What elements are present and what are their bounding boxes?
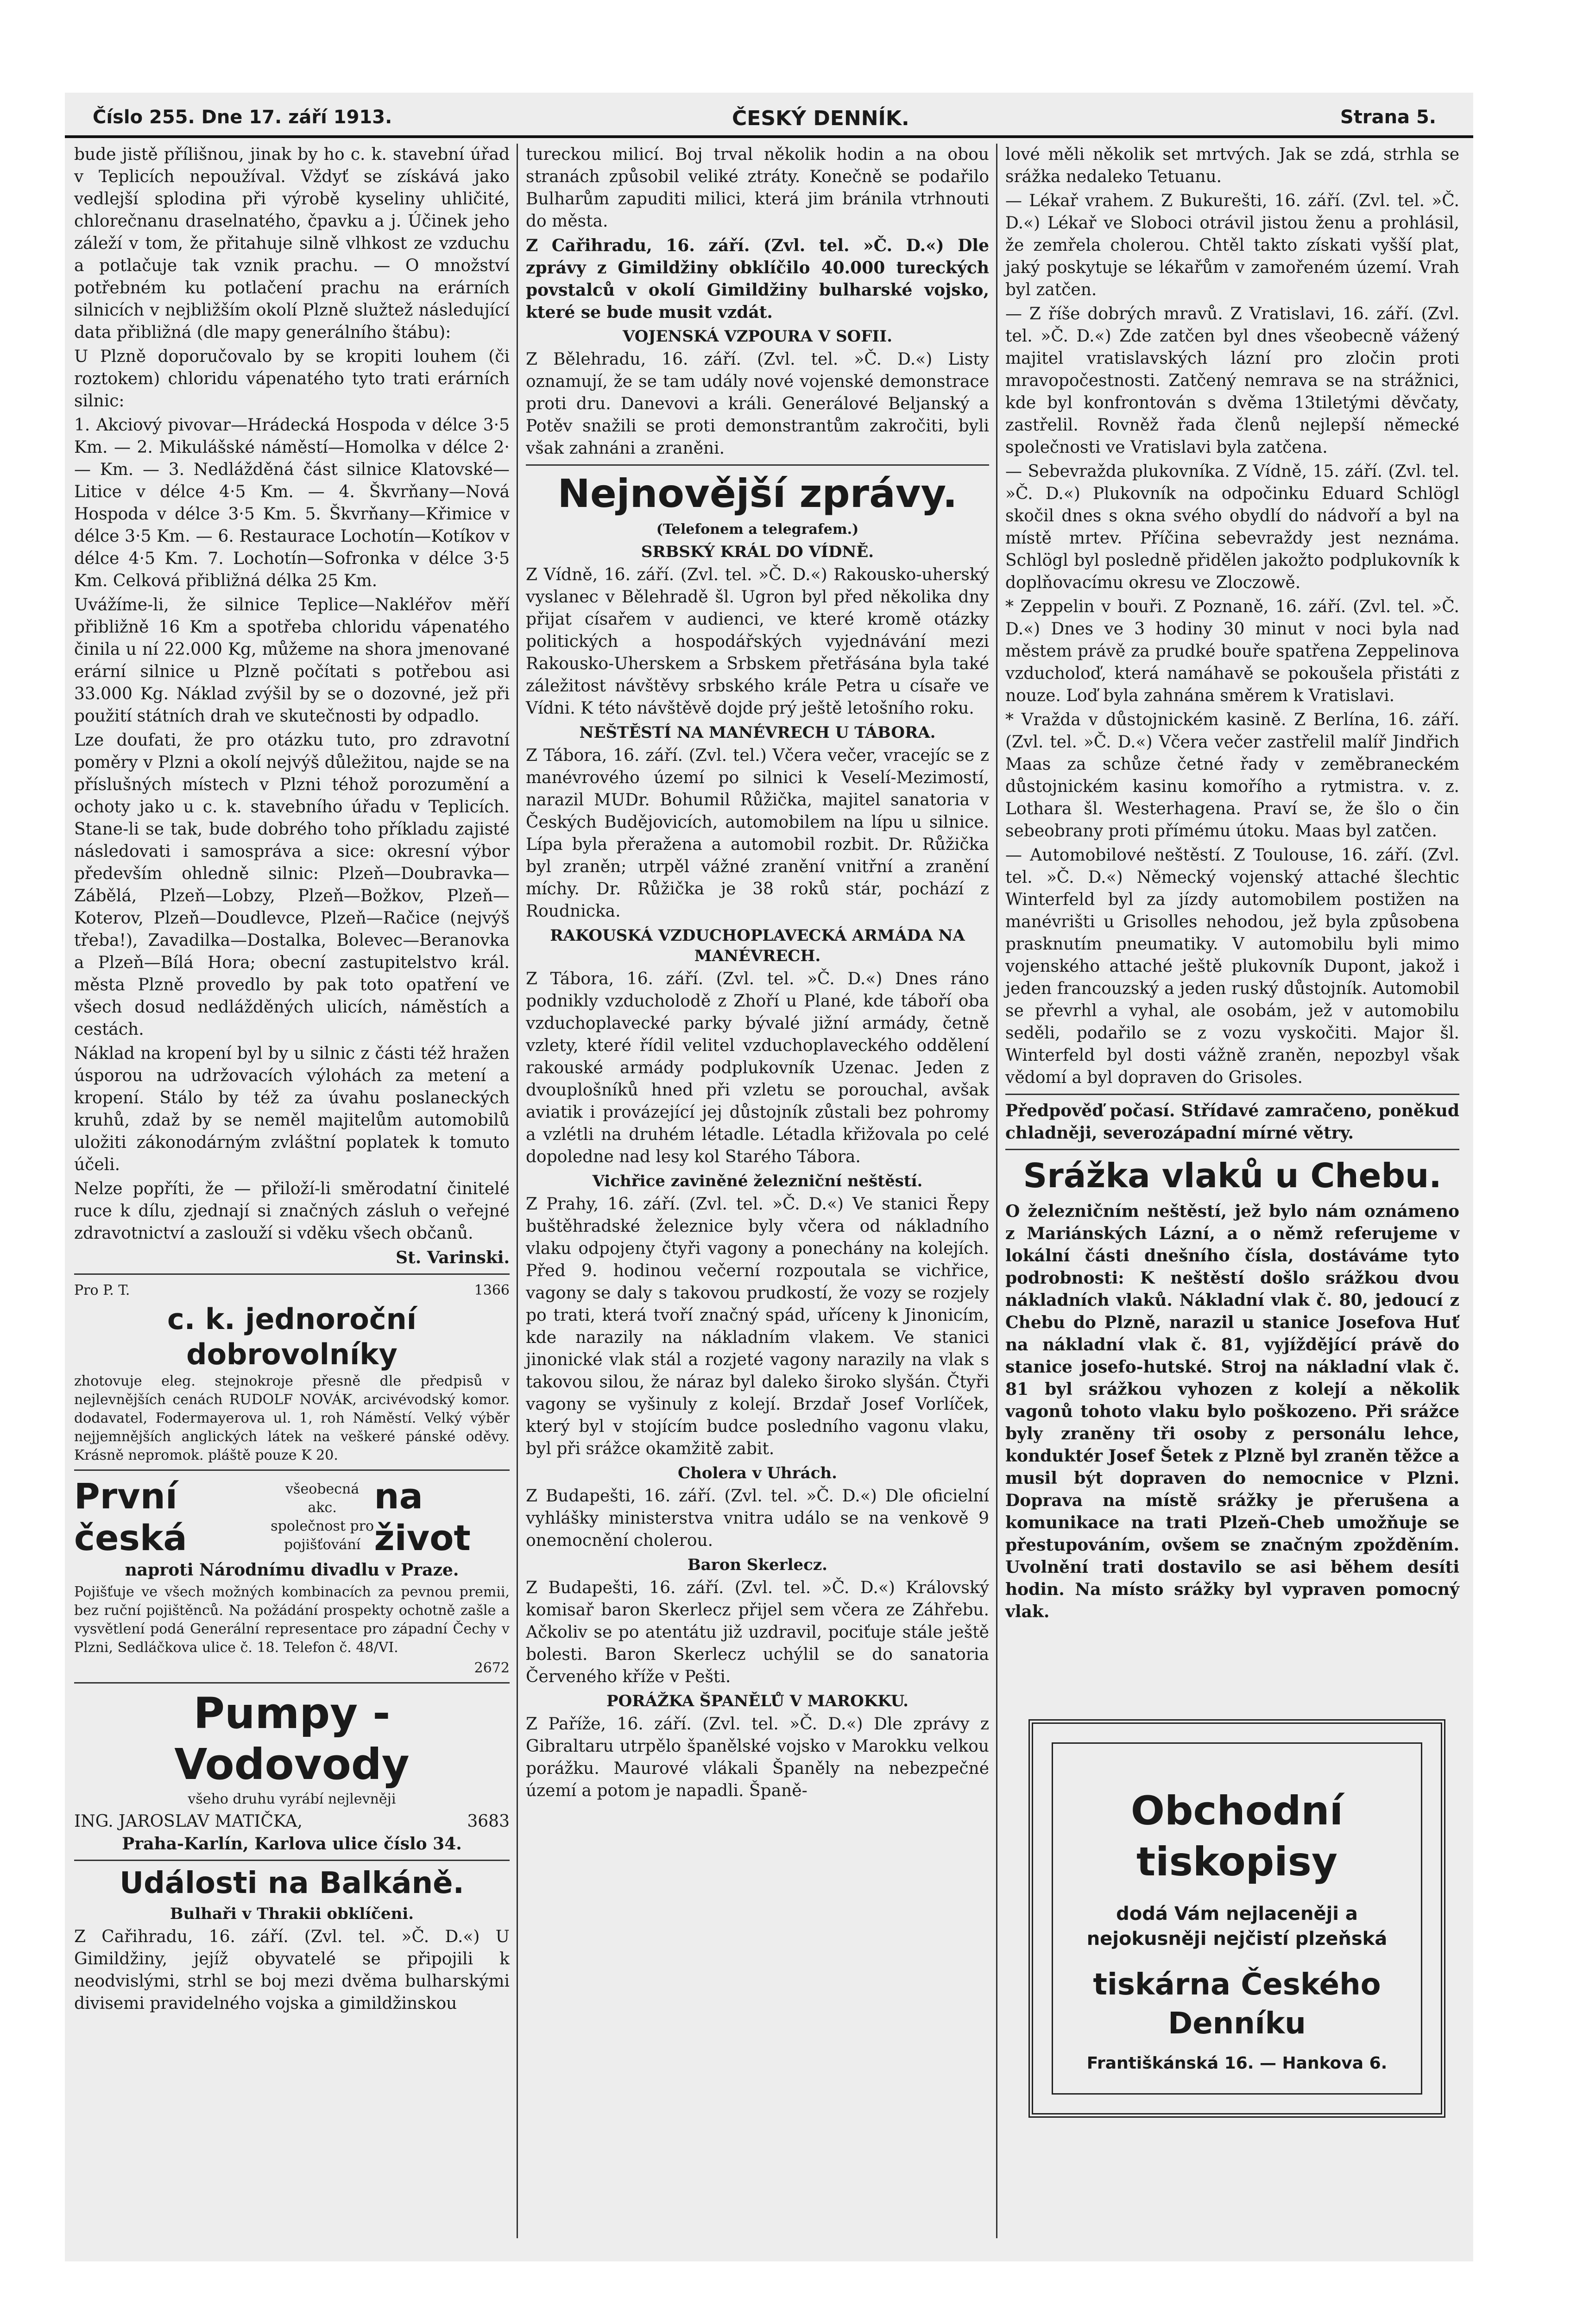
ad-pojistovna bbox=[74, 1475, 510, 1678]
article-paragraph: lové měli několik set mrtvých. Jak se zdá, strhla se srážka nedaleko Tetuanu. bbox=[1005, 145, 1459, 186]
ad-left: První česká bbox=[74, 1475, 187, 1558]
ad-address: Praha-Karlín, Karlova ulice číslo 34. bbox=[122, 1834, 462, 1854]
article-paragraph: Z Tábora, 16. září. (Zvl. tel.) Včera večer, vracejíc se z manévrového území po silnici k Veselí-Mezimostí, narazil MUDr. Bohumil Růžička, majitel sanatoria v Českých Budějovicích, automobilem na lípu u silnice. Lípa byla přeražena a automobil rozbit. Dr. Růžička byl zraněn; utrpěl vážné zranění vnitřní a zranění míchy. Dr. Růžička je 38 roků stár, pochází z Roudnicka. bbox=[526, 746, 989, 921]
article-paragraph: Z Paříže, 16. září. (Zvl. tel. »Č. D.«) Dle zprávy z Gibraltaru utrpělo španělské vojsko v Marokku velkou porážku. Maurové vlákali Španěly na nebezpečné území a potom je napadli. Španě- bbox=[526, 1715, 989, 1800]
section-banner: Nejnovější zprávy. bbox=[557, 471, 958, 516]
article-title: Cholera v Uhrách. bbox=[678, 1464, 837, 1482]
section-title: Události na Balkáně. bbox=[120, 1866, 464, 1900]
ad-title: Pumpy - Vodovody bbox=[174, 1689, 410, 1789]
ad-text: Pojišťuje ve všech možných kombinacích za pevnou premii, bez ruční pojištěnců. Na požádání prospekty ochotně zašle a vysvětlení podá Generální representace pro západní Čechy v Plzni, Sedláčkova ulice č. 18. Telefon č. 48/VI. bbox=[74, 1584, 510, 1656]
article-paragraph: Nelze popříti, že — přiloží-li směrodatní činitelé ruce k dílu, zjednají si značných zásluh o veřejné zdravotnictví a zaslouží si vděku všech občanů. bbox=[74, 1179, 510, 1243]
article-paragraph: — Lékař vrahem. Z Bukurešti, 16. září. (Zvl. tel. »Č. D.«) Lékař ve Sloboci otrávil jistou ženu a prohlásil, že zemřela cholerou. Chtěl takto získati vyšší plat, jaký poskytuje se lékařům v zamořeném území. Vrah byl zatčen. bbox=[1005, 191, 1459, 299]
divider bbox=[74, 1860, 510, 1861]
article-paragraph: O železničním neštěstí, jež bylo nám oznámeno z Mariánských Lázní, a o němž referujeme v lokální části dnešního čísla, dostáváme tyto podrobnosti: K neštěstí došlo srážkou dvou nákladních vlaků. Nákladní vlak č. 80, jedoucí z Chebu do Plzně, narazil u stanice Josefova Huť na nákladní vlak č. 81, vyjíždějící právě do stanice josefo-hutské. Stroj na nákladní vlak č. 81 byl srážkou vyhozen z kolejí a několik vagonů tohoto vlaku bylo poškozeno. Při srážce byly zraněny tři osoby z personálu lehce, konduktér Josef Šetek z Plzně byl zraněn těžce a musil být dopraven do nemocnice v Plzni. Doprava na místě srážky je přerušena a komunikace na trati Plzeň-Cheb umožňuje se přestupováním, ovšem se značným zpožděním. Uvolnění trati dostavilo se asi během desíti hodin. Na místo srážky byl vypraven pomocný vlak. bbox=[1005, 1202, 1459, 1621]
article-title: NEŠTĚSTÍ NA MANÉVRECH U TÁBORA. bbox=[579, 723, 936, 742]
article-paragraph: * Vražda v důstojnickém kasině. Z Berlína, 16. září. (Zvl. tel. »Č. D.«) Včera večer zastřelil malíř Jindřich Maas za schůze četné řady v zeměbraneckém důstojnickém kasinu komořího a rytmistra. v. z. Lothara šl. Westerhagena. Praví se, že šlo o čin sebeobrany proti přímému útoku. Maas byl zatčen. bbox=[1005, 710, 1459, 841]
ad-text: všeho druhu vyrábí nejlevněji bbox=[188, 1791, 396, 1807]
article-paragraph: tureckou milicí. Boj trval několik hodin a na obou stranách způsobil veliké ztráty. Konečně se podařilo Bulharům zapuditi milici, která jim bránila vtrhnouti do města. bbox=[526, 145, 989, 231]
article-paragraph: Z Tábora, 16. září. (Zvl. tel. »Č. D.«) Dnes ráno podnikly vzducholodě z Zhoří u Plané, kde táboří oba vzduchoplavecké parky bývalé jižní armády, četně vzlety, které řídil velitel vzduchoplaveckého oddělení rakouské armády podplukovník Uzenac. Jeden z dvouplošníků hned při vzletu se porouchal, avšak aviatik i provázející jej důstojník zůstali bez pohromy a vzlétli na druhém létadle. Létadla křižovala po celé dopoledne nad lesy kol Starého Tábora. bbox=[526, 969, 989, 1166]
article-paragraph: U Plzně doporučovalo by se kropiti louhem (či roztokem) chloridu vápenatého tyto trati erárních silnic: bbox=[74, 347, 510, 411]
divider bbox=[74, 1469, 510, 1471]
article-title: RAKOUSKÁ VZDUCHOPLAVECKÁ ARMÁDA NA MANÉVRECH. bbox=[550, 926, 965, 965]
ad-mid: všeobecná akc. společnost pro pojišťování bbox=[271, 1481, 374, 1553]
article-paragraph: — Z říše dobrých mravů. Z Vratislavi, 16. září. (Zvl. tel. »Č. D.«) Zde zatčen byl dnes všeobecně vážený majitel vratislavských lázní pro zločin proti mravopočestnosti. Zatčený nemrava se na strážnici, kde byl konfrontován s dvěma 13tiletými děvčaty, zastřelil. Rovněž řada členů nejlepší německé společnosti ve Vratislavi byla zatčena. bbox=[1005, 304, 1459, 457]
article-paragraph: Z Vídně, 16. září. (Zvl. tel. »Č. D.«) Rakousko-uherský vyslanec v Bělehradě šl. Ugron byl před několika dny přijat císařem v audienci, ve které kromě otázky politických a hospodářských vyjednávání mezi Rakousko-Uherskem a Srbskem přetřásána byla také záležitost návštěvy srbského krále Petra u císaře ve Vídni. K této návštěvě dojde prý ještě letošního roku. bbox=[526, 565, 989, 718]
article-title: SRBSKÝ KRÁL DO VÍDNĚ. bbox=[641, 543, 874, 561]
ad-title: c. k. jednoroční dobrovolníky bbox=[167, 1302, 416, 1371]
divider bbox=[1005, 1094, 1459, 1095]
column-2 bbox=[526, 144, 989, 1804]
article-paragraph: * Zeppelin v bouři. Z Poznaně, 16. září. (Zvl. tel. »Č. D.«) Dnes ve 3 hodiny 30 minut v noci byla nad městem právě za prudké bouře spatřena Zeppelinova vzducholoď, která namáhavě se pokoušela přistáti z nouze. Loď byla zahnána směrem k Vratislavi. bbox=[1005, 597, 1459, 705]
ad-pumpy bbox=[74, 1688, 510, 1855]
ad-number: 2672 bbox=[474, 1660, 510, 1676]
article-paragraph: Náklad na kropení byl by u silnic z části též hražen úsporou na udržovacích výlohách za metení a kropení. Stálo by též za úvahu poslaneckých kruhů, zdaž by se neměl majitelům automobilů uložiti zákonodárným zvláštní poplatek k tomuto účeli. bbox=[74, 1044, 510, 1174]
divider bbox=[1005, 1149, 1459, 1150]
ad-text: dodá Vám nejlaceněji a nejokusněji nejčistí plzeňská bbox=[1086, 1903, 1388, 1950]
section-note: (Telefonem a telegrafem.) bbox=[656, 521, 859, 538]
page-header bbox=[65, 107, 1473, 134]
article-paragraph: Z Prahy, 16. září. (Zvl. tel. »Č. D.«) Ve stanici Řepy buštěhradské železnice byly včera od nákladního vlaku odpojeny čtyři vagony a ponechány na kolejích. Před 9. hodinou večerní rozpoutala se vichřice, vagony se daly s takovou prudkostí, že vozy se rozjely po trati, která tvoří značný spád, uříceny k Jinonicím, kde narazily na nákladním vlakem. Ve stanici jinonické vlak stál a rozjeté vagony narazily na vlak s takovou silou, že náraz byl daleko široko slyšán. Čtyři vagony se vyšinuly z kolejí. Brzdař Josef Vorlíček, který byl v stojícím budce posledního vagonu vlaku, byl při srážce okamžitě zabit. bbox=[526, 1195, 989, 1458]
divider bbox=[74, 1682, 510, 1684]
article-paragraph: Z Cařihradu, 16. září. (Zvl. tel. »Č. D.«) U Gimildžiny, jejíž obyvatelé se připojili k neodvislými, strhl se boj mezi dvěma bulharskými divisemi pravidelného vojska a gimildžinskou bbox=[74, 1927, 510, 2013]
article-paragraph: — Sebevražda plukovníka. Z Vídně, 15. září. (Zvl. tel. »Č. D.«) Plukovník na odpočinku Eduard Schlögl skočil dnes s okna svého obydlí do nádvoří a byl na místě mrtev. Příčina sebevraždy jest neznáma. Schlögl byl posledně přidělen jakožto podplukovník k doplňovacímu okresu ve Zloczowě. bbox=[1005, 462, 1459, 592]
ad-text: zhotovuje eleg. stejnokroje přesně dle předpisů v nejlevnějších cenách RUDOLF NOVÁK, arcivévodský komor. dodavatel, Fodermayerova ul. 1, roh Náměstí. Velký výběr nejjemnějších anglických látek na veškeré pánské oděvy. Krásně nepromok. pláště pouze K 20. bbox=[74, 1373, 510, 1463]
ad-pro: Pro P. T. bbox=[74, 1282, 130, 1298]
ad-address: Františkánská 16. — Hankova 6. bbox=[1086, 2054, 1388, 2073]
article-paragraph: Z Cařihradu, 16. září. (Zvl. tel. »Č. D.«) Dle zprávy z Gimildžiny obklíčilo 40.000 tureckých povstalců v okolí Gimildžiny bulharské vojsko, které se bude musit vzdát. bbox=[526, 236, 989, 322]
ad-right: na život bbox=[374, 1475, 471, 1558]
article-title: Baron Skerlecz. bbox=[688, 1556, 827, 1574]
divider bbox=[526, 464, 989, 466]
article-paragraph: — Automobilové neštěstí. Z Toulouse, 16. září. (Zvl. tel. »Č. D.«) Německý vojenský attaché šlechtic Winterfeld byl za jízdy automobilem postižen na manévrišti u Grisolles nehodou, jež byla způsobena prasknutím pneumatiky. V automobilu byli mimo vojenského attaché ještě plukovník Dupont, jakož i jeden francouzský a jeden ruský důstojník. Automobil se převrhl a vyhal, ale osobám, jež v automobilu seděli, podařilo se z vozu vyskočiti. Major šl. Winterfeld byl dosti vážně zraněn, nepozbyl však vědomí a byl dopraven do Grisoles. bbox=[1005, 846, 1459, 1087]
masthead: ČESKÝ DENNÍK. bbox=[732, 107, 909, 130]
article-paragraph: bude jistě přílišnou, jinak by ho c. k. stavební úřad v Teplicích nepoužíval. Vždyť se získává jako vedlejší splodina při výrobě kyseliny uhličité, chlorečnanu draselnatého, čpavku a j. Účinek jeho záleží v tom, že přitahuje silně vlhkost ze vzduchu a potlačuje tak vznik prachu. — O množství potřebném ku potlačení prachu na erárních silnicích v nejbližším okolí Plzně služtež následující data přibližná (dle mapy generálního štábu): bbox=[74, 145, 510, 342]
ad-inner bbox=[1052, 1742, 1422, 2095]
article-paragraph: Uvážíme-li, že silnice Teplice—Nakléřov měří přibližně 16 Km a spotřeba chloridu vápenatého činila u ní 22.000 Kg, můžeme na shora jmenované erární silnice u Plzně počítati s potřebou asi 33.000 Kg. Náklad zvýšil by se o dozovné, jež při použití státních drah ve skutečnosti by odpadlo. bbox=[74, 595, 510, 726]
article-title: VOJENSKÁ VZPOURA V SOFII. bbox=[622, 327, 893, 346]
weather-forecast: Předpověď počasí. Střídavé zamračeno, poněkud chladněji, severozápadní mírné větry. bbox=[1005, 1101, 1459, 1143]
article-paragraph: Lze doufati, že pro otázku tuto, pro zdravotní poměry v Plzni a okolí nejvýš důležitou, najde se na příslušných místech v Plzni téhož porozumění a ochoty jako u c. k. stavebního úřadu v Teplicích. Stane-li se tak, bude dobrého toho příkladu zajisté následovati i samospráva a sice: okresní výbor především ohledně silnic: Plzeň—Doubravka—Zábělá, Plzeň—Lobzy, Plzeň—Božkov, Plzeň—Koterov, Plzeň—Doudlevce, Plzeň—Račice (nejvýš třeba!), Zavadilka—Dostalka, Bolevec—Beranovka a Plzeň—Bílá Hora; obecní zastupitelstvo král. města Plzně provedlo by pak toto opatření ve všech dosud nedlážděných ulicích, náměstích a cestách. bbox=[74, 731, 510, 1039]
ad-sub: naproti Národnímu divadlu v Praze. bbox=[125, 1560, 459, 1580]
article-title: PORÁŽKA ŠPANĚLŮ V MAROKKU. bbox=[606, 1692, 908, 1710]
ad-tiskopisy bbox=[1028, 1719, 1445, 2118]
article-paragraph: Z Budapešti, 16. září. (Zvl. tel. »Č. D.«) Královský komisař baron Skerlecz přijel sem včera ze Záhřebu. Ačkoliv se po atentátu již uzdravil, pociťuje stále ještě bolesti. Baron Skerlecz uchýlil se do sanatoria Červeného kříže v Pešti. bbox=[526, 1578, 989, 1686]
ad-firm: tiskárna Českého Denníku bbox=[1093, 1968, 1381, 2041]
column-separator bbox=[996, 144, 997, 2238]
article-title: Vichřice zaviněné železniční neštěstí. bbox=[592, 1172, 923, 1190]
signature: St. Varinski. bbox=[396, 1248, 510, 1267]
article-paragraph: Z Budapešti, 16. září. (Zvl. tel. »Č. D.«) Dle oficielní vyhlášky ministerstva vnitra událo se na venkově 9 onemocnění cholerou. bbox=[526, 1487, 989, 1550]
ad-number: 3683 bbox=[467, 1812, 510, 1831]
column-3 bbox=[1005, 144, 1459, 1625]
ad-title: Obchodní tiskopisy bbox=[1130, 1788, 1344, 1885]
ad-number: 1366 bbox=[474, 1282, 510, 1298]
ad-name: ING. JAROSLAV MATIČKA, bbox=[74, 1812, 303, 1831]
article-subtitle: Bulhaři v Thrakii obklíčeni. bbox=[170, 1905, 414, 1923]
header-rule bbox=[65, 135, 1473, 138]
column-1 bbox=[74, 144, 510, 2017]
article-paragraph: 1. Akciový pivovar—Hrádecká Hospoda v délce 3·5 Km. — 2. Mikulášské náměstí—Homolka v délce 2·— Km. — 3. Nedlážděná část silnice Klatovské—Litice v délce 4·5 Km. — 4. Škvrňany—Nová Hospoda v délce 3·5 Km. 5. Škvrňany—Křimice v délce 3·5 Km. — 6. Restaurace Lochotín—Kotíkov v délce 4·5 Km. 7. Lochotín—Sofronka v délce 3·5 Km. Celková přibližná délka 25 Km. bbox=[74, 416, 510, 590]
column-separator bbox=[517, 144, 518, 2238]
section-banner: Srážka vlaků u Chebu. bbox=[1023, 1156, 1442, 1195]
divider bbox=[74, 1273, 510, 1275]
issue-date: Číslo 255. Dne 17. září 1913. bbox=[93, 107, 392, 128]
article-paragraph: Z Bělehradu, 16. září. (Zvl. tel. »Č. D.«) Listy oznamují, že se tam udály nové vojenské demonstrace proti dru. Danevovi a králi. Generálové Beljanský a Potěv snažili se proti demonstrantům zakročiti, byli však zahnáni a zraněni. bbox=[526, 350, 989, 458]
page-number: Strana 5. bbox=[1340, 107, 1436, 128]
ad-dobrovolnici bbox=[74, 1279, 510, 1465]
